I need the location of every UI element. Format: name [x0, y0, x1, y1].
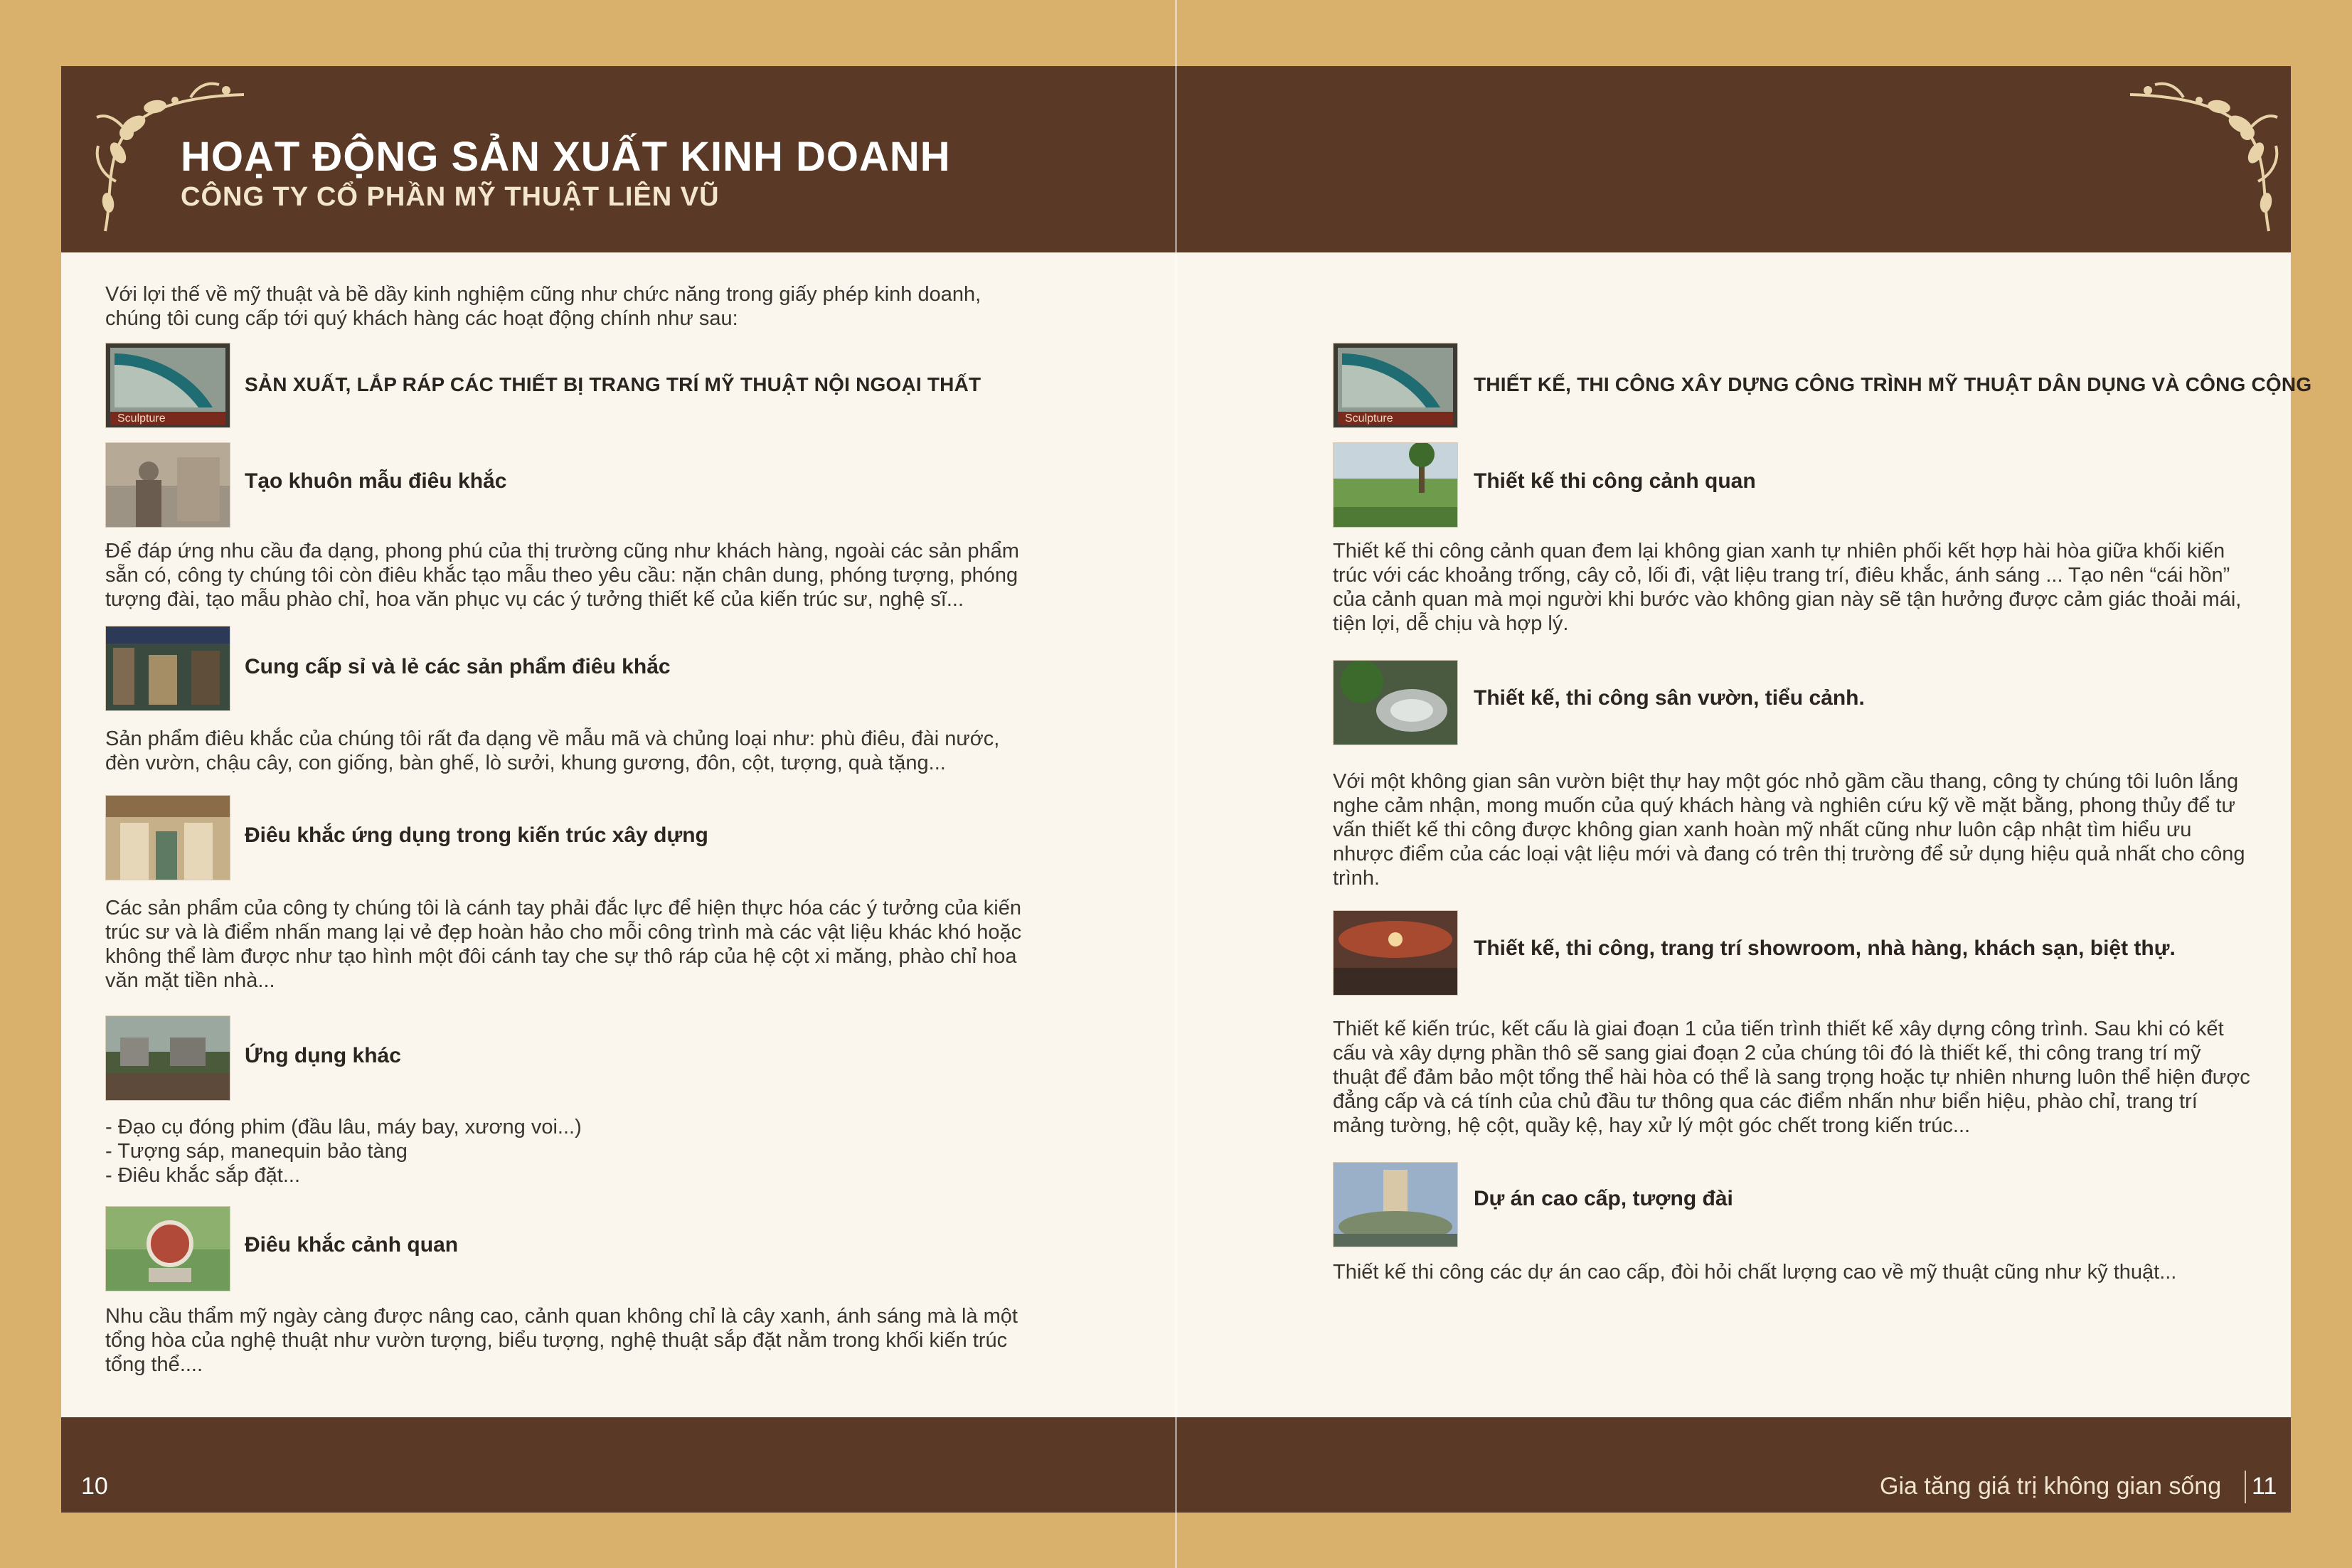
floral-ornament-right-icon	[2119, 75, 2290, 238]
other-uses-list	[105, 1115, 582, 1188]
list-item: - Tượng sáp, manequin bảo tàng	[105, 1140, 408, 1163]
item-heading-garden: Thiết kế, thi công sân vườn, tiểu cảnh.	[1474, 686, 1865, 710]
page-subtitle: CÔNG TY CỔ PHẦN MỸ THUẬT LIÊN VŨ	[181, 182, 720, 212]
item-text-monument: Thiết kế thi công các dự án cao cấp, đòi hỏi chất lượng cao về mỹ thuật cũng như kỹ thuật...	[1333, 1261, 2177, 1284]
item-heading-other: Ứng dụng khác	[245, 1044, 401, 1067]
sculpture-logo-icon	[105, 343, 230, 428]
list-item: - Điêu khắc sắp đặt...	[105, 1164, 301, 1187]
item-text-showroom: Thiết kế kiến trúc, kết cấu là giai đoạn 1 của tiến trình thiết kế xây dựng công trình. Sau khi có kết cấu và xây dựng phần thô sẽ sang giai đoạn 2 của chúng tôi đó là thiết kế, thi công trang trí mỹ thuật để đảm bảo một tổng thể hài hòa có thể là sang trọng hoặc tự nhiên nhưng luôn thể hiện được đẳng cấp và cá tính của chủ đầu tư thông qua các điểm nhấn như biển hiệu, phào chỉ, trang trí mảng tường, hệ cột, quầy kệ, hay xử lý một góc chết trong kiến trúc...	[1333, 1018, 2250, 1137]
item-text-landscape: Nhu cầu thẩm mỹ ngày càng được nâng cao, cảnh quan không chỉ là cây xanh, ánh sáng mà là một tổng hòa của nghệ thuật như vườn tượng, biểu tượng, nghệ thuật sắp đặt nằm trong khối kiến trúc tổng thể....	[105, 1305, 1018, 1376]
monument-photo	[1333, 1162, 1458, 1247]
item-heading-monument: Dự án cao cấp, tượng đài	[1474, 1187, 1733, 1210]
architecture-photo	[105, 795, 230, 880]
landscape-sculpture-photo	[105, 1206, 230, 1291]
page-number-right: 11	[2252, 1473, 2277, 1500]
landscape-design-photo	[1333, 442, 1458, 528]
item-heading-architecture: Điêu khắc ứng dụng trong kiến trúc xây dựng	[245, 823, 708, 847]
item-heading-showroom: Thiết kế, thi công, trang trí showroom, nhà hàng, khách sạn, biệt thự.	[1474, 937, 2176, 960]
item-text-architecture: Các sản phẩm của công ty chúng tôi là cánh tay phải đắc lực để hiện thực hóa các ý tưởng của kiến trúc sư và là điểm nhấn mang lại vẻ đẹp hoàn hảo cho mỗi công trình mà các vật liệu khác khó hoặc không thể làm được như tạo hình một đôi cánh tay che sự thô ráp của hệ cột xi măng, phào chỉ hoa văn mặt tiền nhà...	[105, 897, 1022, 992]
page-fold	[1175, 0, 1177, 1568]
showroom-photo	[1333, 910, 1458, 996]
footer-tagline: Gia tăng giá trị không gian sống	[1880, 1473, 2222, 1500]
item-text-garden: Với một không gian sân vườn biệt thự hay một góc nhỏ gầm cầu thang, công ty chúng tôi luôn lắng nghe cảm nhận, mong muốn của quý khách hàng và nghiên cứu kỹ về mặt bằng, phong thủy để tư vấn thiết kế thi công được không gian xanh hoàn mỹ nhất cũng như luôn cập nhật tìm hiểu ưu nhược điểm của các loại vật liệu mới và đang có trên thị trường để sử dụng hiệu quả nhất cho công trình.	[1333, 770, 2245, 890]
left-section-heading: SẢN XUẤT, LẮP RÁP CÁC THIẾT BỊ TRANG TRÍ MỸ THUẬT NỘI NGOẠI THẤT	[245, 373, 981, 395]
sculpting-photo	[105, 442, 230, 528]
page-number-left: 10	[81, 1473, 108, 1500]
page-title: HOẠT ĐỘNG SẢN XUẤT KINH DOANH	[181, 134, 951, 180]
header-title-block	[181, 134, 951, 213]
shop-photo	[105, 626, 230, 711]
footer-divider	[2245, 1471, 2246, 1503]
item-heading-wholesale: Cung cấp sỉ và lẻ các sản phẩm điêu khắc	[245, 655, 671, 678]
item-heading-landscape: Điêu khắc cảnh quan	[245, 1233, 459, 1257]
logo-text: Sculpture	[117, 412, 166, 425]
item-heading-landscape-design: Thiết kế thi công cảnh quan	[1474, 469, 1756, 493]
props-photo	[105, 1015, 230, 1101]
item-text-wholesale: Sản phẩm điêu khắc của chúng tôi rất đa dạng về mẫu mã và chủng loại như: phù điêu, đài nước, đèn vườn, chậu cây, con giống, bàn ghế, lò sưởi, khung gương, đôn, cột, tượng, quà tặng...	[105, 727, 1000, 774]
sculpture-logo-icon	[1333, 343, 1458, 428]
item-heading-molding: Tạo khuôn mẫu điêu khắc	[245, 469, 507, 493]
right-section-heading: THIẾT KẾ, THI CÔNG XÂY DỰNG CÔNG TRÌNH MỸ THUẬT DÂN DỤNG VÀ CÔNG CỘNG	[1474, 373, 2312, 395]
logo-text: Sculpture	[1345, 412, 1393, 425]
garden-photo	[1333, 660, 1458, 745]
item-text-molding: Để đáp ứng nhu cầu đa dạng, phong phú của thị trường cũng như khách hàng, ngoài các sản phẩm sẵn có, công ty chúng tôi còn điêu khắc tạo mẫu theo yêu cầu: nặn chân dung, phóng tượng, phóng tượng đài, tạo mẫu phào chỉ, hoa văn phục vụ các ý tưởng thiết kế của kiến trúc sư, nghệ sĩ...	[105, 540, 1019, 611]
intro-paragraph: Với lợi thế về mỹ thuật và bề dầy kinh nghiệm cũng như chức năng trong giấy phép kinh doanh, chúng tôi cung cấp tới quý khách hàng các hoạt động chính như sau:	[105, 283, 981, 330]
item-text-landscape-design: Thiết kế thi công cảnh quan đem lại không gian xanh tự nhiên phối kết hợp hài hòa giữa khối kiến trúc với các khoảng trống, cây cỏ, lối đi, vật liệu trang trí, điêu khắc, ánh sáng ... Tạo nên “cái hồn” của cảnh quan mà mọi người khi bước vào không gian này sẽ tận hưởng được cảm giác thoải mái, tiện lợi, dễ chịu và hợp lý.	[1333, 540, 2242, 635]
list-item: - Đạo cụ đóng phim (đầu lâu, máy bay, xương voi...)	[105, 1116, 582, 1138]
